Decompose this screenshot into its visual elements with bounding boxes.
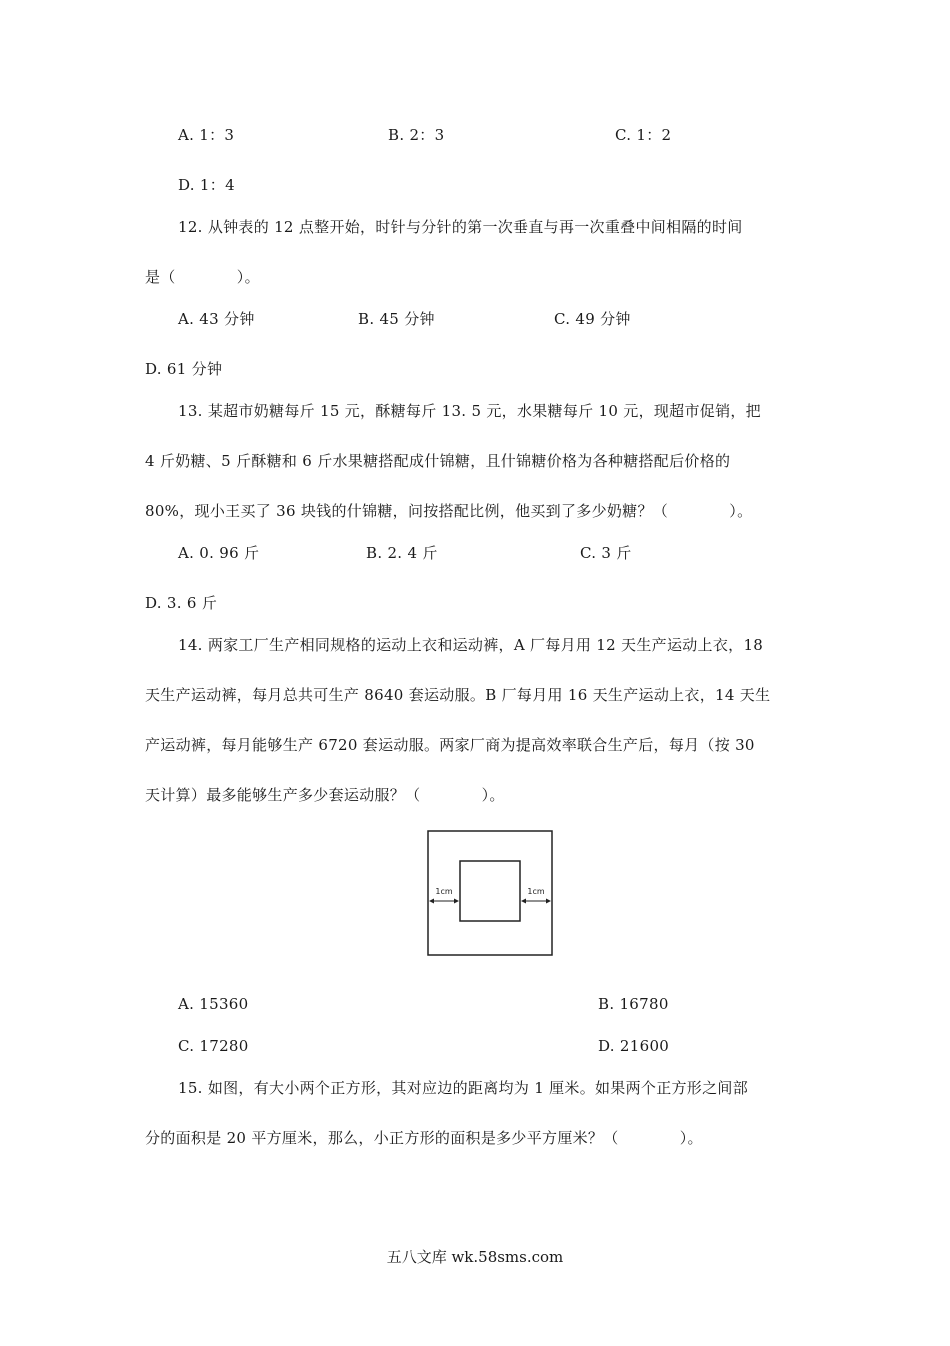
q14-option-d: D. 21600 bbox=[598, 1037, 670, 1055]
q13-option-a: A. 0. 96 斤 bbox=[178, 544, 260, 562]
q12-option-a: A. 43 分钟 bbox=[178, 310, 255, 328]
inner-square bbox=[460, 861, 520, 921]
q13-option-b: B. 2. 4 斤 bbox=[366, 544, 438, 562]
q13-text-line-2: 4 斤奶糖、5 斤酥糖和 6 斤水果糖搭配成什锦糖，且什锦糖价格为各种糖搭配后价格的 bbox=[145, 452, 731, 470]
q11-option-b: B. 2：3 bbox=[388, 126, 445, 144]
right-distance-arrow bbox=[521, 899, 551, 904]
q14-option-c: C. 17280 bbox=[178, 1037, 249, 1055]
q14-option-b: B. 16780 bbox=[598, 995, 669, 1013]
q14-option-a: A. 15360 bbox=[178, 995, 249, 1013]
q12-option-b: B. 45 分钟 bbox=[358, 310, 435, 328]
q12-text-line-2: 是（ ）。 bbox=[145, 268, 260, 286]
q12-option-d: D. 61 分钟 bbox=[145, 360, 223, 378]
q13-option-d: D. 3. 6 斤 bbox=[145, 594, 218, 612]
left-distance-label: 1cm bbox=[435, 887, 453, 896]
concentric-squares-figure bbox=[427, 830, 553, 956]
q14-text-line-3: 产运动裤，每月能够生产 6720 套运动服。两家厂商为提高效率联合生产后，每月（按 30 bbox=[145, 736, 755, 754]
q13-option-c: C. 3 斤 bbox=[580, 544, 632, 562]
q13-text-line-1: 13. 某超市奶糖每斤 15 元，酥糖每斤 13. 5 元，水果糖每斤 10 元，现超市促销，把 bbox=[178, 402, 761, 420]
q11-option-c: C. 1：2 bbox=[615, 126, 672, 144]
q14-text-line-2: 天生产运动裤，每月总共可生产 8640 套运动服。B 厂每月用 16 天生产运动上衣，14 天生 bbox=[145, 686, 771, 704]
page-footer: 五八文库 wk.58sms.com bbox=[386, 1248, 564, 1266]
right-distance-label: 1cm bbox=[527, 887, 545, 896]
q11-option-a: A. 1：3 bbox=[178, 126, 235, 144]
q11-option-d: D. 1：4 bbox=[178, 176, 235, 194]
q13-text-line-3: 80%，现小王买了 36 块钱的什锦糖，问按搭配比例，他买到了多少奶糖？（ ）。 bbox=[145, 502, 753, 520]
q12-option-c: C. 49 分钟 bbox=[554, 310, 631, 328]
left-distance-arrow bbox=[429, 899, 459, 904]
q12-text-line-1: 12. 从钟表的 12 点整开始，时针与分针的第一次垂直与再一次重叠中间相隔的时间 bbox=[178, 218, 743, 236]
q15-text-line-1: 15. 如图，有大小两个正方形，其对应边的距离均为 1 厘米。如果两个正方形之间部 bbox=[178, 1079, 749, 1097]
q14-text-line-1: 14. 两家工厂生产相同规格的运动上衣和运动裤，A 厂每月用 12 天生产运动上衣，18 bbox=[178, 636, 764, 654]
q15-text-line-2: 分的面积是 20 平方厘米，那么，小正方形的面积是多少平方厘米？（ ）。 bbox=[145, 1129, 703, 1147]
q14-text-line-4: 天计算）最多能够生产多少套运动服？（ ）。 bbox=[145, 786, 505, 804]
